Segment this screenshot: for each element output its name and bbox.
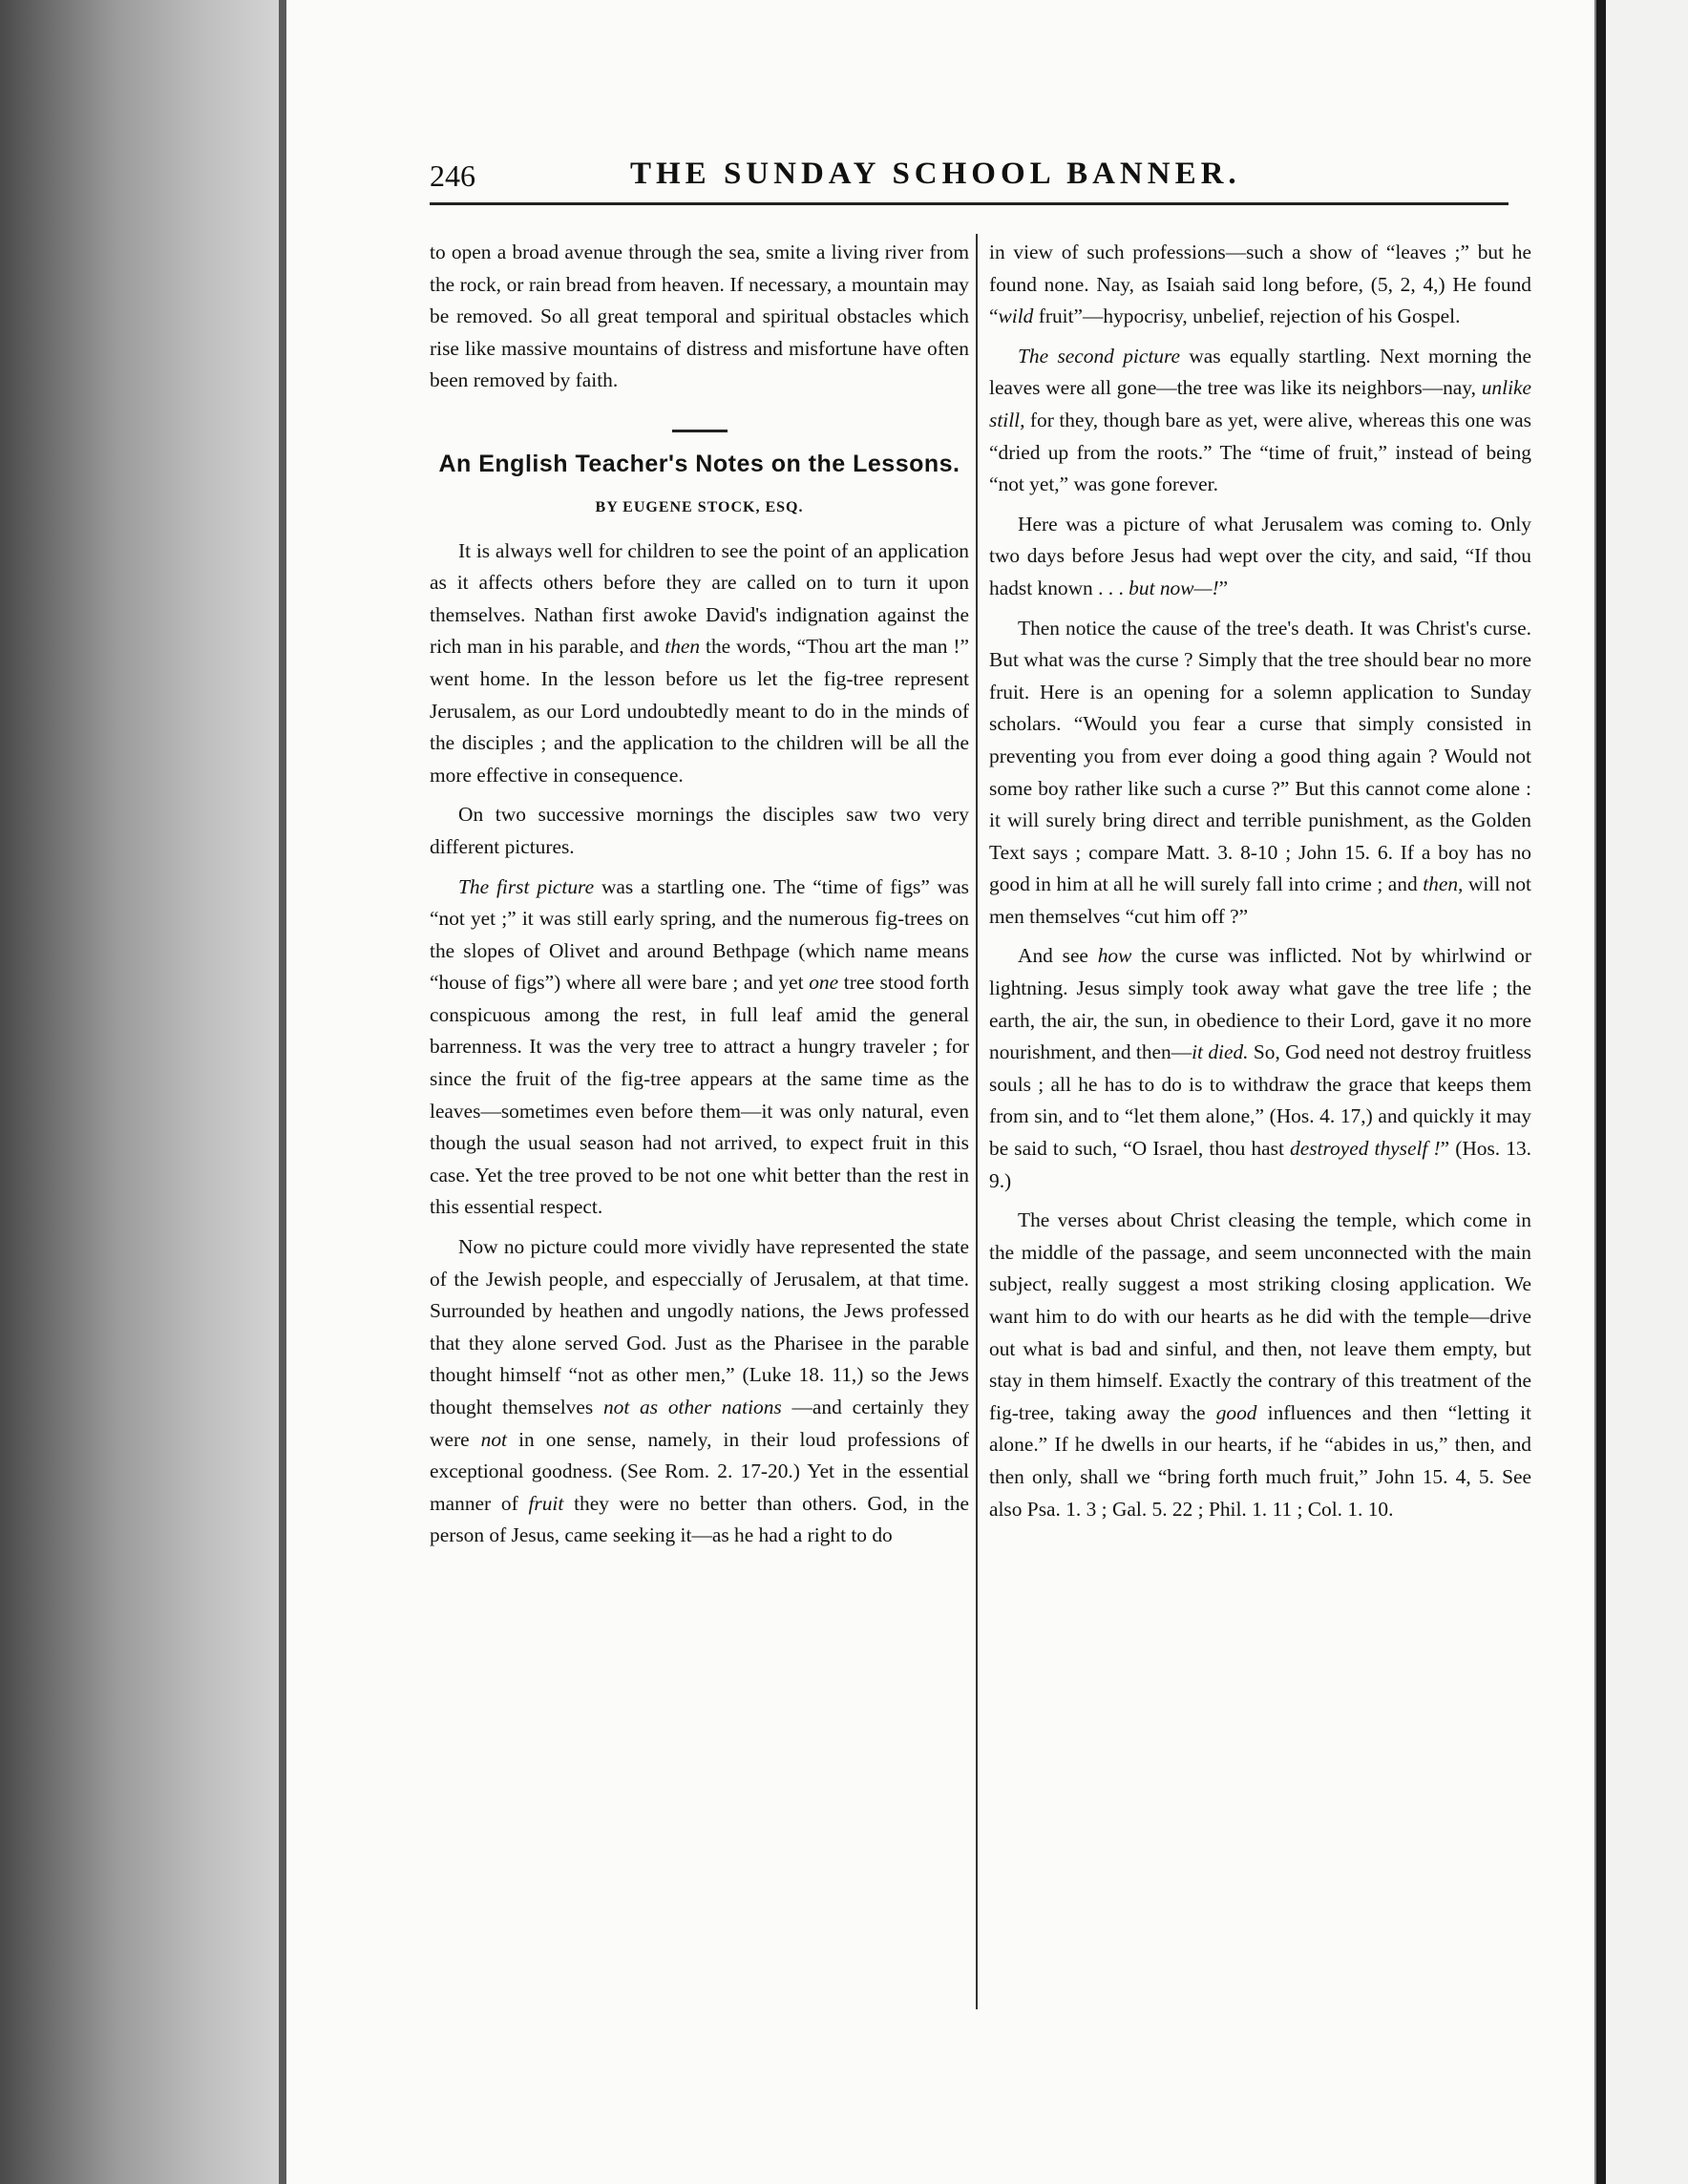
left-column: [430, 237, 969, 1560]
column-divider: [976, 234, 978, 2009]
byline: BY EUGENE STOCK, ESQ.: [595, 498, 804, 515]
paragraph: It is always well for children to see the point of an application as it affects others before they are called on to turn it upon themselves. Nathan first awoke David's indignation against the rich man in his parable, and then the words, “Thou art the man !” went home. In the lesson before us let the fig-tree represent Jerusalem, as our Lord undoubtedly meant to do in the minds of the disciples ; and the application to the children will be all the more effective in consequence.: [430, 538, 970, 787]
section-rule: [672, 430, 728, 432]
paragraph: Here was a picture of what Jerusalem was coming to. Only two days before Jesus had wept over the city, and said, “If thou hadst known . . . but now—!”: [989, 512, 1531, 599]
running-title: THE SUNDAY SCHOOL BANNER.: [630, 157, 1241, 191]
gutter-shadow: [1596, 0, 1606, 2184]
paragraph-continued: in view of such professions—such a show of “leaves ;” but he found none. Nay, as Isaiah said long before, (5, 2, 4,) He found “wild fruit”—hypocrisy, unbelief, rejection of his Gospel.: [989, 241, 1531, 328]
paragraph: The first picture was a startling one. The “time of figs” was “not yet ;” it was still early spring, and the numerous fig-trees on the slopes of Olivet and around Bethpage (which name means “house of figs”) where all were bare ; and yet one tree stood forth conspicuous among the rest, in full leaf amid the general barrenness. It was the very tree to attract a hungry traveler ; for since the fruit of the fig-tree appears at the same time as the leaves—sometimes even before them—it was only natural, even though the usual season had not arrived, to expect fruit in this case. Yet the tree proved to be not one whit better than the rest in this essential respect.: [430, 874, 970, 1219]
paragraph: Then notice the cause of the tree's death. It was Christ's curse. But what was the curse ? Simply that the tree should bear no more fruit. Here is an opening for a solemn application to Sunday scholars. “Would you fear a curse that simply consisted in preventing you from ever doing a good thing again ? Would not some boy rather like such a curse ?” But this cannot come alone : it will surely bring direct and terrible punishment, as the Golden Text says ; compare Matt. 3. 8-10 ; John 15. 6. If a boy has no good in him at all he will surely fall into crime ; and then, will not men themselves “cut him off ?”: [989, 616, 1532, 928]
right-column: [989, 237, 1531, 1533]
paragraph: The second picture was equally startling. Next morning the leaves were all gone—the tree was like its neighbors—nay, unlike still, for they, though bare as yet, were alive, whereas this one was “dried up from the roots.” The “time of fruit,” instead of being “not yet,” was gone forever.: [989, 344, 1531, 496]
paragraph: On two successive mornings the disciples saw two very different pictures.: [430, 803, 969, 858]
paragraph-continued: to open a broad avenue through the sea, smite a living river from the rock, or rain bread from heaven. If necessary, a mountain may be removed. So all great temporal and spiritual obstacles which rise like massive mountains of distress and misfortune have often been removed by faith.: [430, 241, 969, 392]
paragraph: The verses about Christ cleasing the temple, which come in the middle of the passage, and seem unconnected with the main subject, really suggest a most striking closing application. We want him to do with our hearts as he did with the temple—drive out what is bad and sinful, and then, not leave them empty, but stay in them himself. Exactly the contrary of this treatment of the fig-tree, taking away the good influences and then “letting it alone.” If he dwells in our hearts, if he “abides in us,” then, and then only, shall we “bring forth much fruit,” John 15. 4, 5. See also Psa. 1. 3 ; Gal. 5. 22 ; Phil. 1. 11 ; Col. 1. 10.: [989, 1208, 1531, 1521]
paragraph: And see how the curse was inflicted. Not by whirlwind or lightning. Jesus simply took away what gave the tree life ; the earth, the air, the sun, in obedience to their Lord, gave it no more nourishment, and then—it died. So, God need not destroy fruitless souls ; all he has to do is to withdraw the grace that keeps them from sin, and to “let them alone,” (Hos. 4. 17,) and quickly it may be said to such, “O Israel, thou hast destroyed thyself !” (Hos. 13. 9.): [989, 944, 1531, 1192]
page-number: 246: [430, 158, 475, 193]
book-page-edges: [0, 0, 286, 2184]
paragraph: Now no picture could more vividly have represented the state of the Jewish people, and especcially of Jerusalem, at that time. Surrounded by heathen and ungodly nations, the Jews professed that they alone served God. Just as the Pharisee in the parable thought himself “not as other men,” (Luke 18. 11,) so the Jews thought themselves not as other nations —and certainly they were not in one sense, namely, in their loud professions of exceptional goodness. (See Rom. 2. 17-20.) Yet in the essential manner of fruit they were no better than others. God, in the person of Jesus, came seeking it—as he had a right to do: [430, 1235, 969, 1547]
header-rule: [430, 202, 1509, 205]
facing-page-margin: [1606, 0, 1688, 2184]
page-header: [430, 153, 1509, 210]
article-title: An English Teacher's Notes on the Lessons.: [438, 450, 960, 477]
